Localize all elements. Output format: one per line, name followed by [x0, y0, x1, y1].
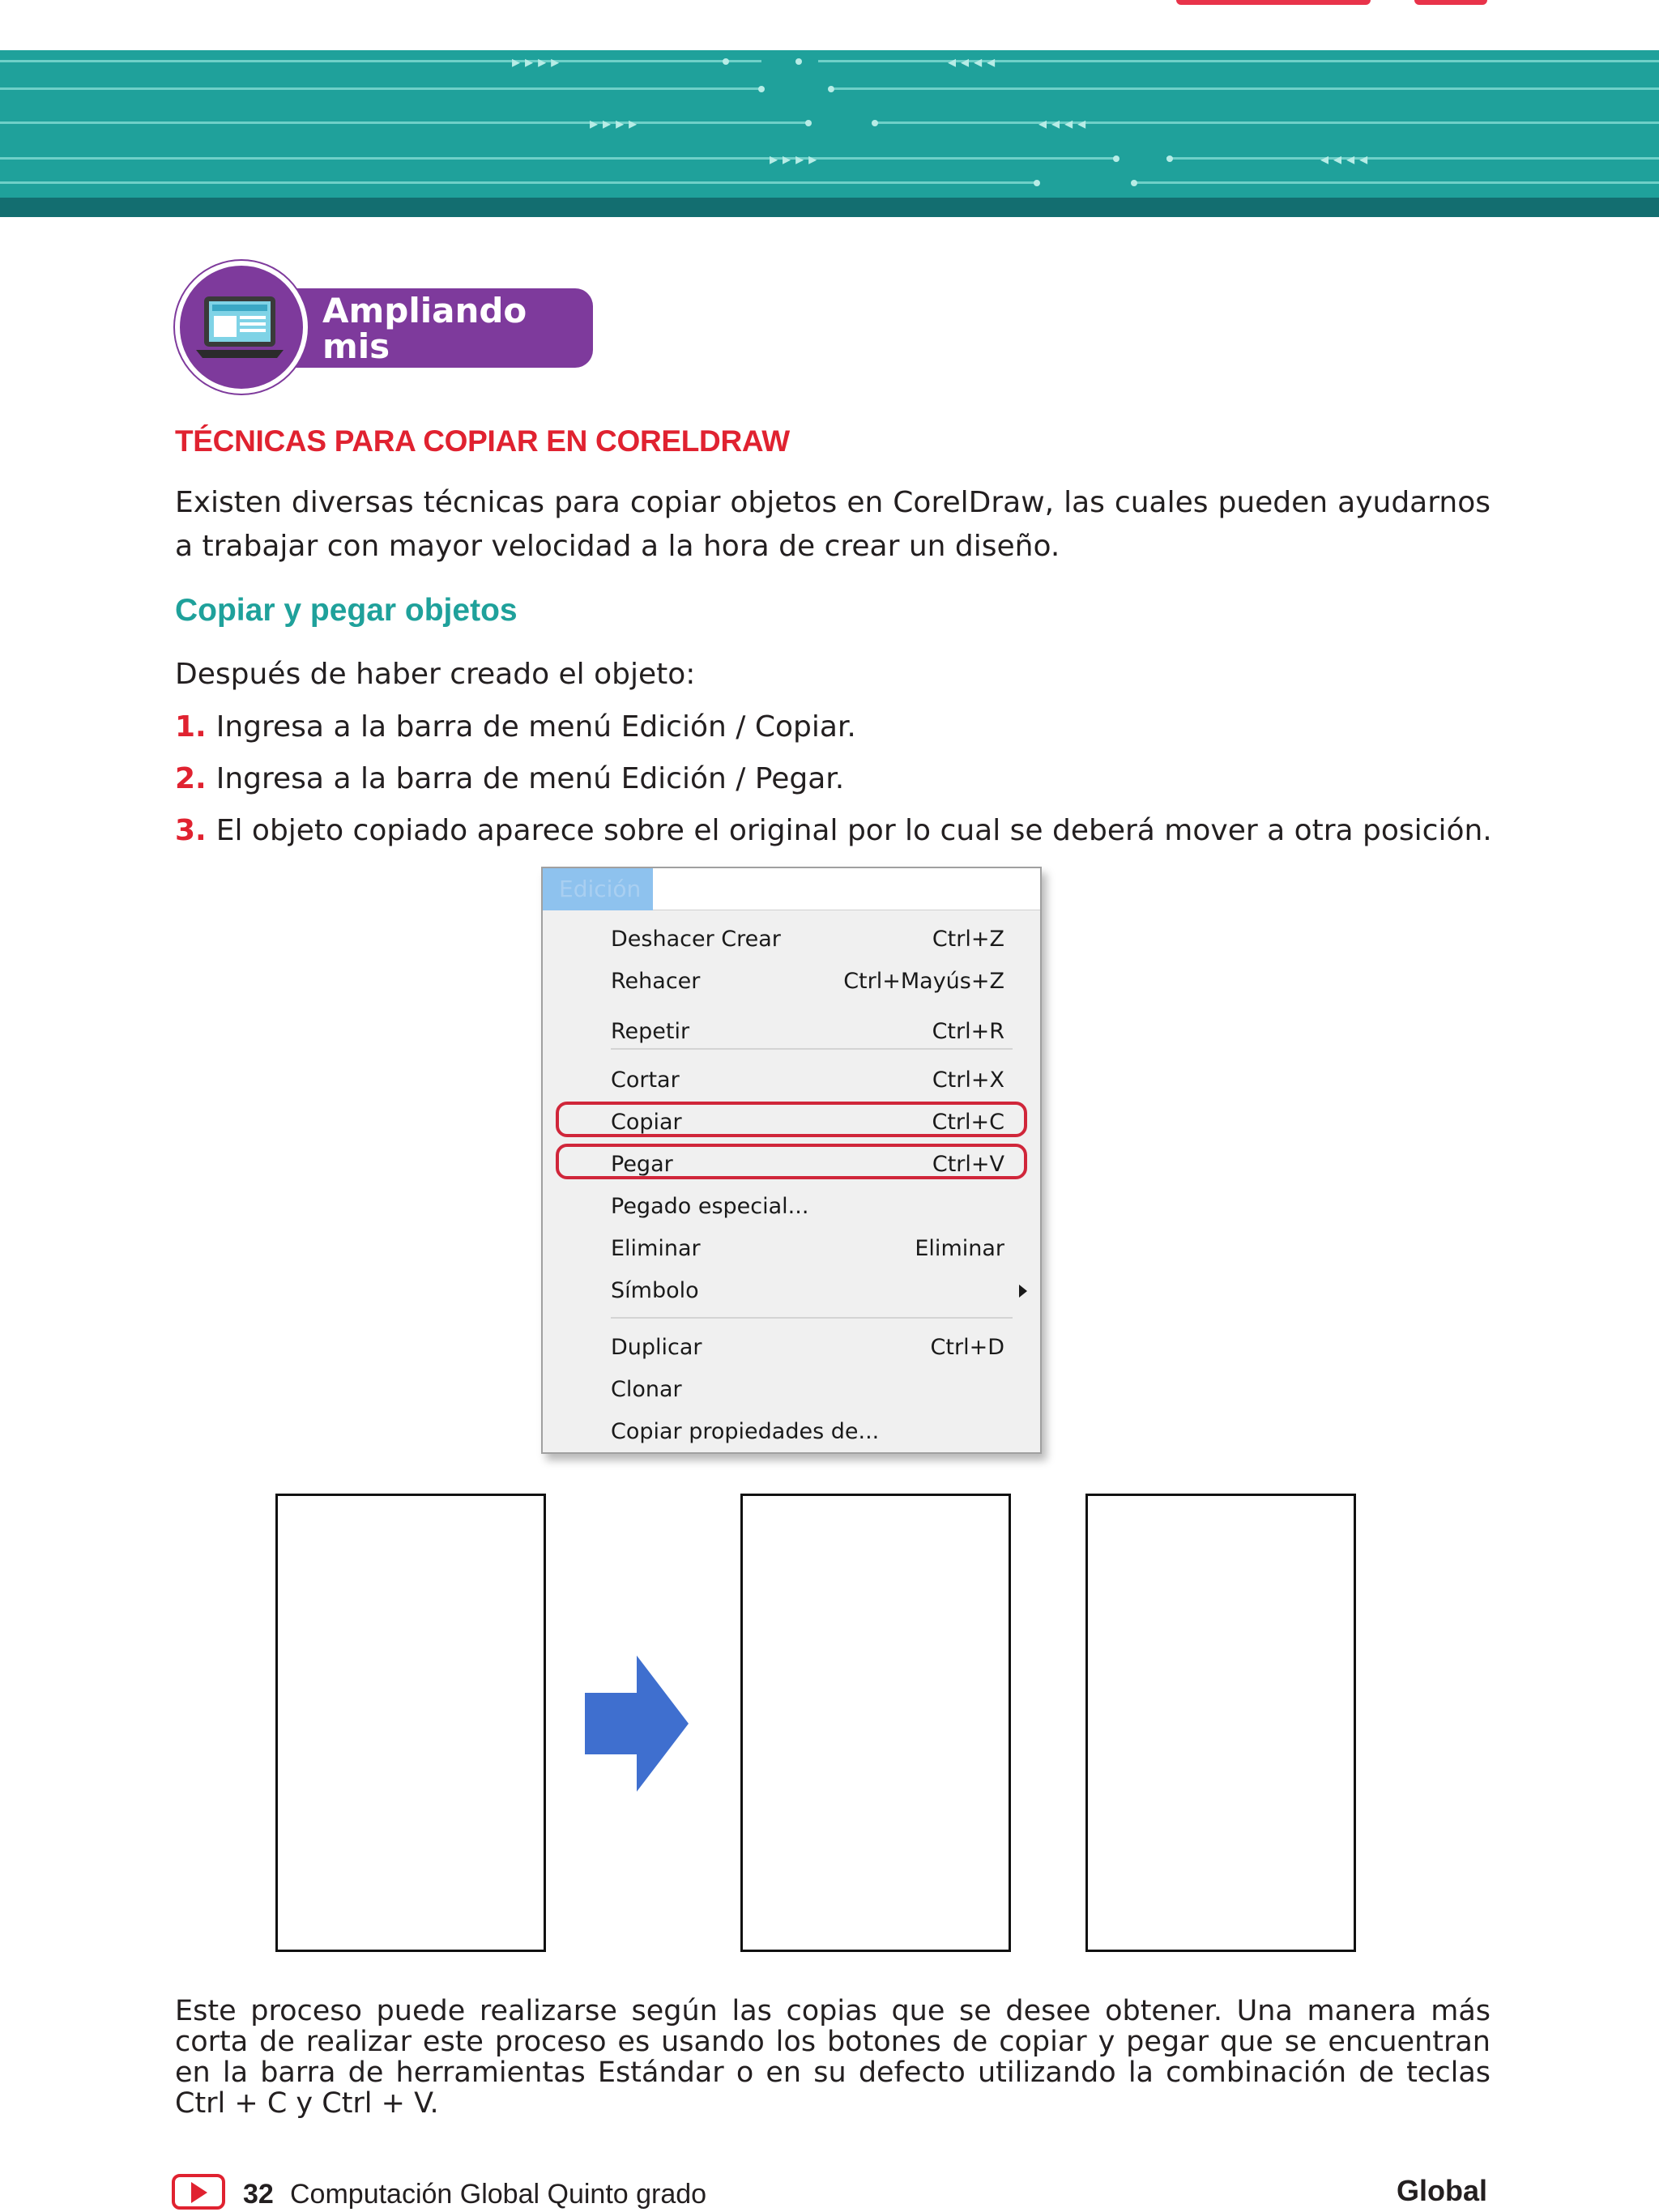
menu-item-label: Eliminar — [611, 1236, 701, 1261]
menu-bar — [543, 868, 1040, 910]
copied-rectangle-moved — [1085, 1494, 1356, 1952]
menu-item-repetir[interactable] — [543, 1012, 1040, 1051]
menu-item-label: Repetir — [611, 1019, 690, 1044]
menu-item-shortcut: Ctrl+Mayús+Z — [843, 969, 1004, 994]
top-tab-decoration — [1176, 0, 1371, 5]
menu-item-shortcut: Eliminar — [915, 1236, 1004, 1261]
menu-item-pegar[interactable] — [543, 1145, 1040, 1184]
menu-item-duplicar[interactable] — [543, 1328, 1040, 1367]
step-item — [175, 708, 856, 747]
menu-item-shortcut: Ctrl+R — [932, 1019, 1004, 1044]
page-number: 32 — [243, 2179, 274, 2210]
menu-item-deshacer[interactable] — [543, 920, 1040, 959]
menu-item-eliminar[interactable] — [543, 1230, 1040, 1268]
menu-separator — [611, 1048, 1013, 1050]
top-tab-decoration-small — [1414, 0, 1487, 5]
step-number: 1. — [175, 710, 207, 744]
menu-item-rehacer[interactable] — [543, 962, 1040, 1001]
book-title: Computación Global Quinto grado — [290, 2179, 707, 2210]
step-number: 3. — [175, 814, 207, 847]
play-icon — [172, 2174, 225, 2210]
menu-item-shortcut: Ctrl+X — [932, 1068, 1004, 1093]
badge-label — [322, 291, 600, 402]
menu-item-label: Símbolo — [611, 1278, 699, 1303]
menu-item-clonar[interactable] — [543, 1370, 1040, 1409]
menu-item-shortcut: Ctrl+C — [932, 1110, 1004, 1135]
menu-item-label: Pegar — [611, 1152, 673, 1177]
badge-label-line2: conocimientos — [322, 362, 600, 402]
menu-item-label: Pegado especial... — [611, 1194, 809, 1219]
menu-title-edicion[interactable]: Edición — [543, 868, 653, 910]
menu-item-label: Copiar — [611, 1110, 682, 1135]
section-heading: TÉCNICAS PARA COPIAR EN CORELDRAW — [175, 424, 790, 458]
section-badge — [175, 261, 600, 402]
badge-circle — [175, 261, 308, 394]
menu-separator — [611, 1317, 1013, 1319]
menu-item-label: Duplicar — [611, 1335, 702, 1360]
menu-item-label: Cortar — [611, 1068, 680, 1093]
menu-item-copiar-propiedades[interactable] — [543, 1413, 1040, 1451]
menu-item-shortcut: Ctrl+D — [930, 1335, 1004, 1360]
subheading: Copiar y pegar objetos — [175, 593, 518, 628]
menu-item-pegado-especial[interactable] — [543, 1187, 1040, 1226]
step-text: Ingresa a la barra de menú Edición / Copiar. — [215, 710, 856, 744]
menu-item-cortar[interactable] — [543, 1061, 1040, 1100]
laptop-icon — [180, 266, 303, 389]
closing-paragraph: Este proceso puede realizarse según las copias que se desee obtener. Una manera más corta de realizar este proceso es usando los botones de copiar y pegar que se encuentran en la barra de herramientas Estándar o en su defecto utilizando la combinación de teclas Ctrl + C y Ctrl + V. — [175, 1995, 1491, 2120]
lead-text: Después de haber creado el objeto: — [175, 658, 696, 691]
badge-label-line1: Ampliando mis — [322, 291, 527, 366]
menu-item-shortcut: Ctrl+V — [932, 1152, 1004, 1177]
menu-item-simbolo[interactable] — [543, 1272, 1040, 1311]
step-text: El objeto copiado aparece sobre el original por lo cual se deberá mover a otra posición. — [215, 814, 1492, 847]
menu-item-label: Clonar — [611, 1377, 682, 1402]
intro-paragraph: Existen diversas técnicas para copiar objetos en CorelDraw, las cuales pueden ayudarnos a trabajar con mayor velocidad a la hora de crear un diseño. — [175, 486, 1491, 563]
copied-rectangle-overlap — [740, 1494, 1011, 1952]
menu-item-label: Deshacer Crear — [611, 927, 781, 952]
original-rectangle — [275, 1494, 546, 1952]
menu-item-copiar[interactable] — [543, 1103, 1040, 1142]
banner-bottom-strip — [0, 198, 1659, 217]
menu-item-shortcut: Ctrl+Z — [932, 927, 1004, 952]
step-number: 2. — [175, 762, 207, 795]
menu-item-label: Copiar propiedades de... — [611, 1419, 880, 1444]
menu-item-label: Rehacer — [611, 969, 701, 994]
step-text: Ingresa a la barra de menú Edición / Pegar. — [215, 762, 845, 795]
edit-menu — [541, 867, 1042, 1454]
circuit-banner: ▸▸▸▸ ◂◂◂◂ ▸▸▸▸ ◂◂◂◂ ▸▸▸▸ ◂◂◂◂ — [0, 50, 1659, 217]
step-item — [175, 760, 844, 799]
step-item — [175, 812, 1492, 850]
submenu-arrow-icon — [1019, 1285, 1027, 1298]
right-arrow-icon — [583, 1652, 690, 1795]
brand-name: Global — [1396, 2174, 1487, 2207]
